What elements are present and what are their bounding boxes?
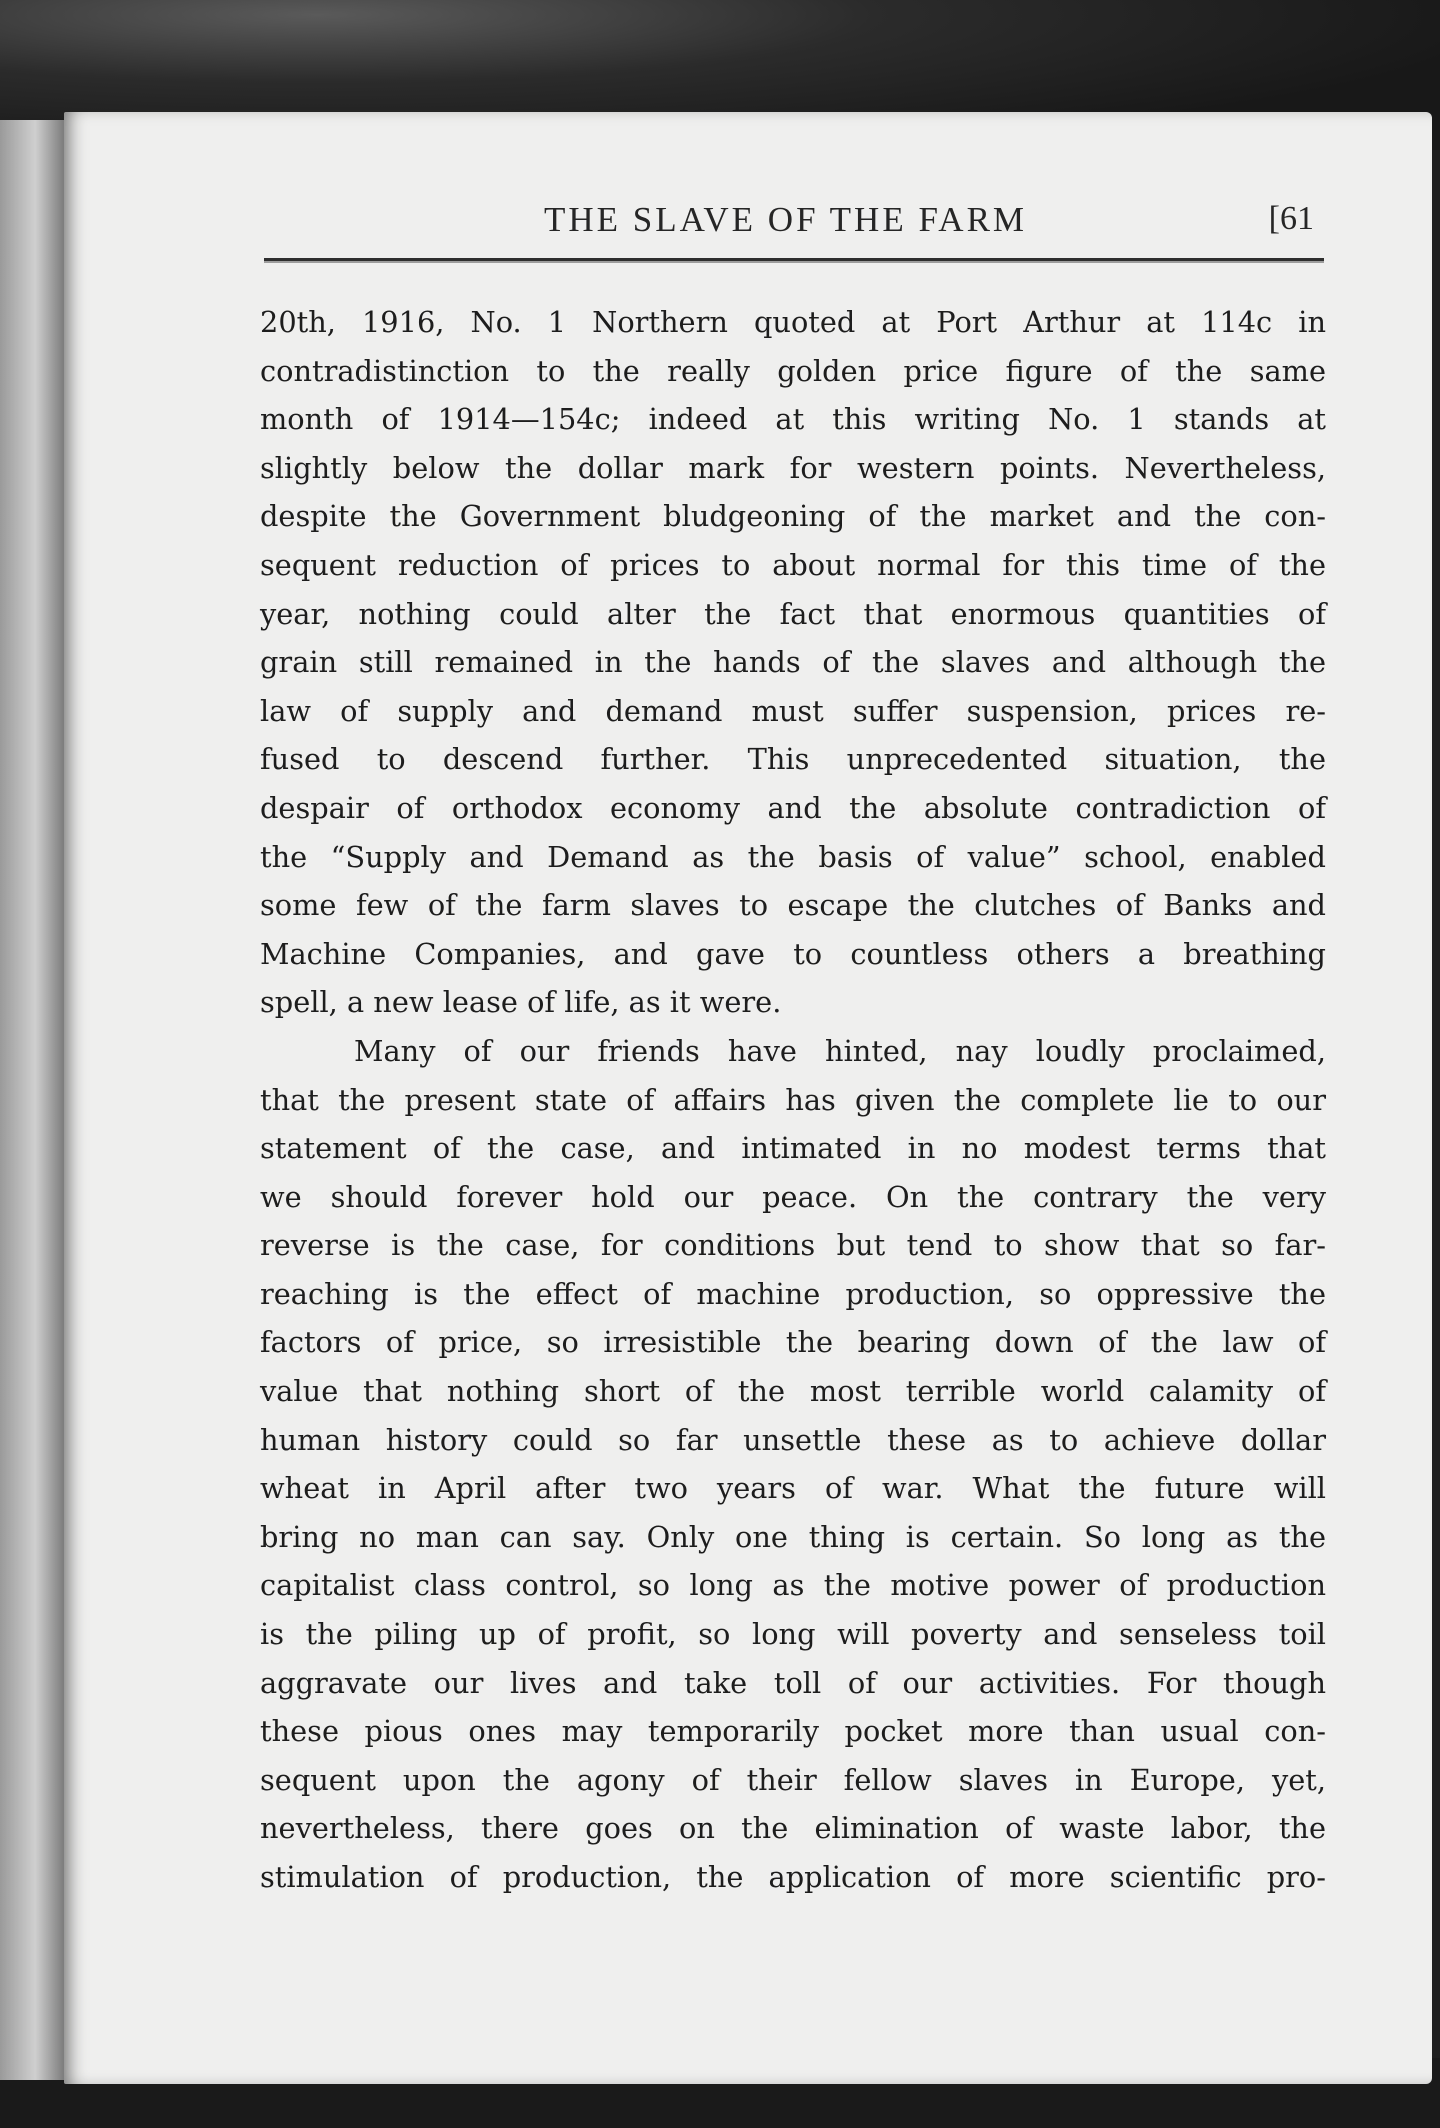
page-header <box>264 200 1324 260</box>
text-line: reverse is the case, for conditions but tend to show that so far- <box>260 1228 1326 1263</box>
text-line: factors of price, so irresistible the bearing down of the law of <box>260 1325 1326 1360</box>
text-line: the “Supply and Demand as the basis of value” school, enabled <box>260 839 1326 874</box>
text-line: reaching is the effect of machine production, so oppressive the <box>260 1276 1326 1311</box>
text-line: statement of the case, and intimated in no modest terms that <box>260 1131 1326 1166</box>
text-line: despite the Government bludgeoning of the market and the con- <box>260 499 1326 534</box>
header-rule <box>264 258 1324 263</box>
text-line: that the present state of affairs has given the complete lie to our <box>260 1082 1326 1117</box>
text-line: law of supply and demand must suffer suspension, prices re- <box>260 693 1326 728</box>
book-page <box>64 112 1432 2084</box>
text-line: we should forever hold our peace. On the contrary the very <box>260 1179 1326 1214</box>
body-text <box>260 298 1326 1902</box>
text-line: slightly below the dollar mark for western points. Nevertheless, <box>260 450 1326 485</box>
paragraph-2 <box>260 1027 1326 1902</box>
text-line: bring no man can say. Only one thing is certain. So long as the <box>260 1519 1326 1554</box>
text-line: some few of the farm slaves to escape the clutches of Banks and <box>260 888 1326 923</box>
text-line: sequent upon the agony of their fellow slaves in Europe, yet, <box>260 1762 1326 1797</box>
page-number: [61 <box>1268 200 1314 237</box>
text-line: capitalist class control, so long as the motive power of production <box>260 1568 1326 1603</box>
text-line: these pious ones may temporarily pocket more than usual con- <box>260 1714 1326 1749</box>
text-line: value that nothing short of the most terrible world calamity of <box>260 1374 1326 1409</box>
text-line: sequent reduction of prices to about normal for this time of the <box>260 547 1326 582</box>
text-line: human history could so far unsettle these as to achieve dollar <box>260 1422 1326 1457</box>
text-line: fused to descend further. This unprecedented situation, the <box>260 742 1326 777</box>
text-line: contradistinction to the really golden price figure of the same <box>260 353 1326 388</box>
text-line: despair of orthodox economy and the absolute contradiction of <box>260 790 1326 825</box>
running-title: THE SLAVE OF THE FARM <box>544 200 1028 239</box>
facing-page-edge <box>0 120 64 2080</box>
text-line: 20th, 1916, No. 1 Northern quoted at Port Arthur at 114c in <box>260 305 1326 339</box>
text-line: stimulation of production, the application of more scientific pro- <box>260 1860 1326 1894</box>
text-line: Machine Companies, and gave to countless others a breathing <box>260 936 1326 971</box>
paragraph-1 <box>260 298 1326 1027</box>
text-line: Many of our friends have hinted, nay loudly proclaimed, <box>354 1033 1326 1068</box>
text-line: aggravate our lives and take toll of our activities. For though <box>260 1665 1326 1700</box>
text-line: nevertheless, there goes on the elimination of waste labor, the <box>260 1811 1326 1846</box>
text-line: spell, a new lease of life, as it were. <box>260 985 782 1020</box>
text-line: month of 1914—154c; indeed at this writing No. 1 stands at <box>260 402 1326 437</box>
text-line: is the piling up of profit, so long will poverty and senseless toil <box>260 1617 1326 1652</box>
text-line: wheat in April after two years of war. What the future will <box>260 1471 1326 1506</box>
text-line: grain still remained in the hands of the slaves and although the <box>260 645 1326 680</box>
text-line: year, nothing could alter the fact that enormous quantities of <box>260 596 1326 631</box>
